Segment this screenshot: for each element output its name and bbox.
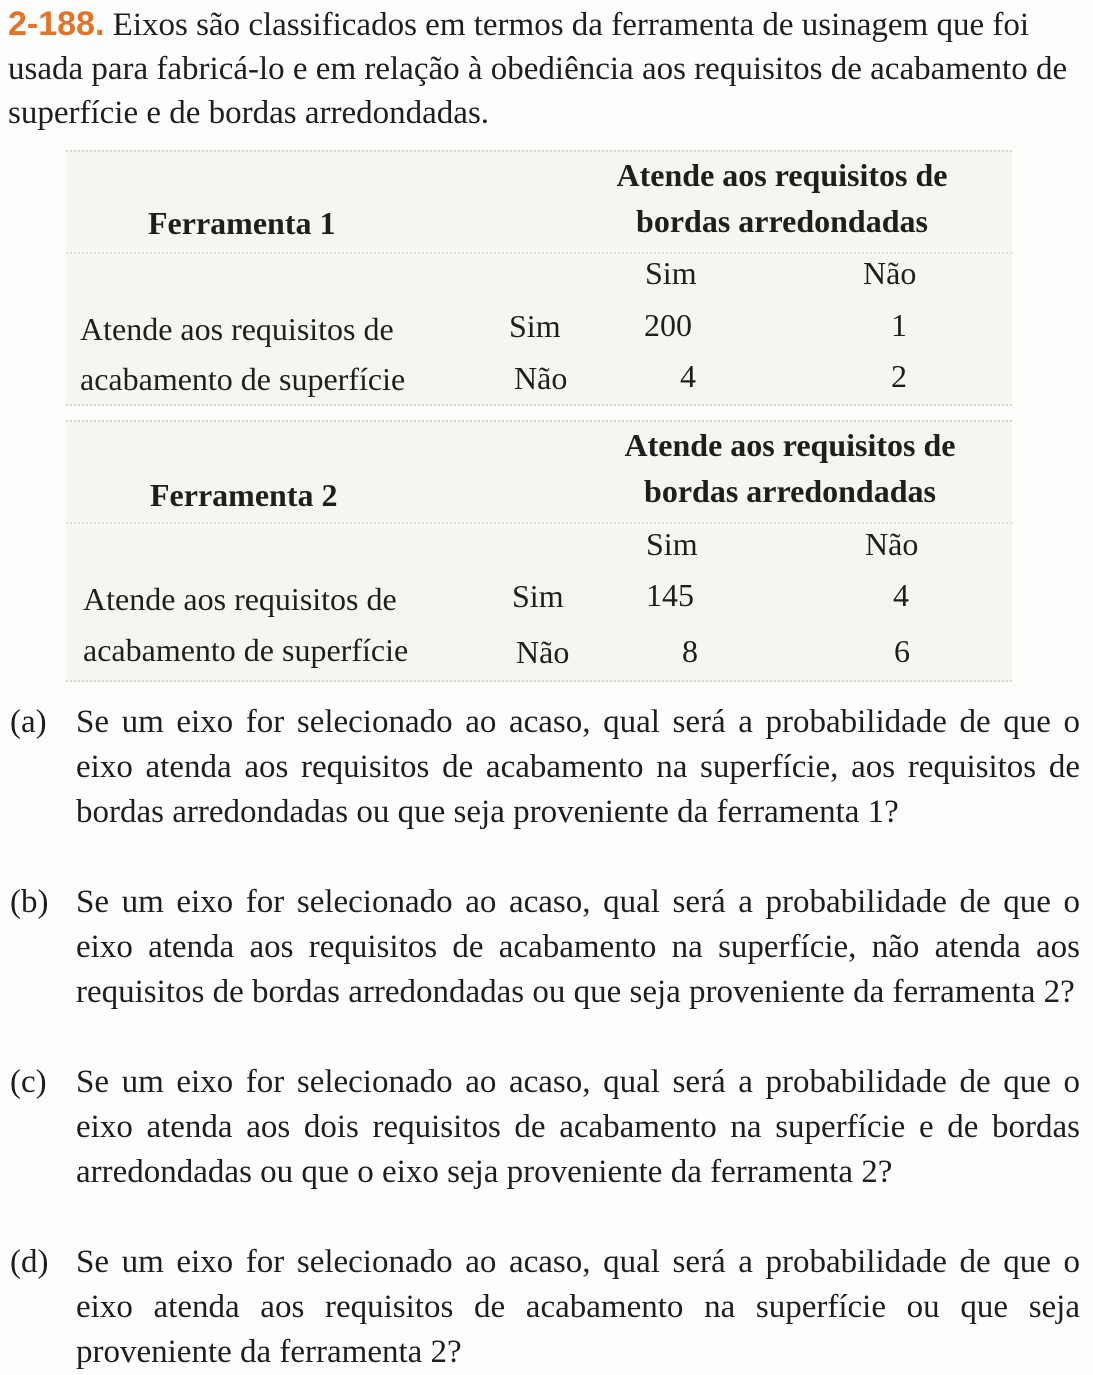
question-label: (a) [10, 704, 47, 740]
row-group-label-line-1: Atende aos requisitos de [80, 311, 394, 347]
row-group-label-line-2: acabamento de superfície [83, 632, 409, 668]
cell-nao-sim: 4 [680, 358, 696, 394]
question-text: Se um eixo for selecionado ao acaso, qual será a probabilidade de que o eixo atenda aos dois requisitos de acabamento na superfície e de bordas arredondadas ou que o eixo seja proveniente da ferramenta 2? [76, 1064, 1080, 1190]
table-title: Ferramenta 2 [150, 477, 338, 513]
table-title: Ferramenta 1 [148, 205, 336, 241]
column-label-sim: Sim [645, 255, 697, 291]
question-text: Se um eixo for selecionado ao acaso, qual será a probabilidade de que o eixo atenda aos requisitos de acabamento na superfície ou que seja proveniente da ferramenta 2? [76, 1244, 1080, 1370]
cell-nao-sim: 8 [682, 633, 698, 669]
row-label-nao: Não [516, 634, 570, 670]
column-label-sim: Sim [646, 526, 698, 562]
column-group-header-line-2: bordas arredondadas [644, 473, 936, 509]
question-label: (b) [10, 884, 49, 920]
cell-sim-nao: 4 [893, 577, 909, 613]
problem-number: 2-188. [8, 5, 105, 43]
cell-nao-nao: 6 [894, 633, 910, 669]
row-label-nao: Não [514, 360, 568, 396]
cell-sim-nao: 1 [891, 307, 907, 343]
contingency-table-tool-1 [66, 150, 1012, 406]
cell-sim-sim: 145 [646, 577, 694, 613]
question-a [10, 700, 1080, 835]
problem-intro-text: Eixos são classificados em termos da ferramenta de usinagem que foi usada para fabricá-lo e em relação à obediência aos requisitos de acabamento de superfície e de bordas arredondadas. [8, 7, 1068, 131]
question-label: (d) [10, 1244, 49, 1280]
row-label-sim: Sim [509, 308, 561, 344]
question-d [10, 1240, 1080, 1375]
row-group-label-line-1: Atende aos requisitos de [83, 581, 397, 617]
contingency-table-tool-2 [66, 420, 1012, 682]
question-b [10, 880, 1080, 1015]
problem-statement [8, 2, 1083, 135]
question-text: Se um eixo for selecionado ao acaso, qual será a probabilidade de que o eixo atenda aos requisitos de acabamento na superfície, aos requisitos de bordas arredondadas ou que seja proveniente da ferramenta 1? [76, 704, 1080, 830]
column-label-nao: Não [863, 255, 917, 291]
column-label-nao: Não [865, 526, 919, 562]
row-label-sim: Sim [512, 578, 564, 614]
column-group-header-line-2: bordas arredondadas [636, 203, 928, 239]
column-group-header-line-1: Atende aos requisitos de [624, 427, 956, 463]
cell-sim-sim: 200 [644, 307, 692, 343]
question-label: (c) [10, 1064, 47, 1100]
cell-nao-nao: 2 [891, 358, 907, 394]
question-c [10, 1060, 1080, 1195]
question-text: Se um eixo for selecionado ao acaso, qual será a probabilidade de que o eixo atenda aos requisitos de acabamento na superfície, não atenda aos requisitos de bordas arredondadas ou que seja proveniente da ferramenta 2? [76, 884, 1080, 1010]
column-group-header-line-1: Atende aos requisitos de [616, 157, 948, 193]
row-group-label-line-2: acabamento de superfície [80, 361, 406, 397]
